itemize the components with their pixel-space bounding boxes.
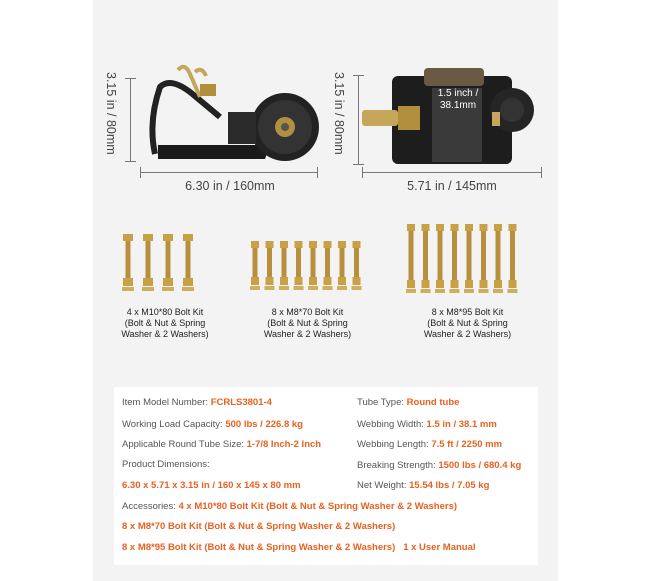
winch-mount-image <box>362 58 547 170</box>
bolt <box>337 241 347 290</box>
bolt-kit-m8x95-label: 8 x M8*95 Bolt Kit (Bolt & Nut & Spring Washer & 2 Washers) <box>423 307 512 339</box>
bolt <box>406 224 416 293</box>
bolt <box>421 224 431 293</box>
bolt-kit-m8x95-image <box>405 224 525 305</box>
right-height-label: 3.15 in / 80mm <box>332 72 346 155</box>
bolt <box>479 224 489 293</box>
spec-breaking: Breaking Strength: 1500 lbs / 680.4 kg <box>357 460 522 471</box>
spec-table <box>114 387 538 565</box>
webbing-width-tag <box>433 88 483 112</box>
spec-webbing-length: Webbing Length: 7.5 ft / 2250 mm <box>357 439 503 450</box>
bolt-kit-m8x70-image <box>249 241 369 302</box>
spec-tube-size: Applicable Round Tube Size: 1-7/8 Inch-2 Inch <box>122 439 322 450</box>
bolt <box>294 241 304 290</box>
bolt-kit-m8x70-label: 8 x M8*70 Bolt Kit (Bolt & Nut & Spring Washer & 2 Washers) <box>263 307 352 339</box>
webbing-tag-line1: 1.5 inch / <box>437 88 479 99</box>
right-width-label: 5.71 in / 145mm <box>407 179 497 193</box>
bolt <box>279 241 289 290</box>
spec-product-dims-value: 6.30 x 5.71 x 3.15 in / 160 x 145 x 80 mm <box>122 480 301 491</box>
left-width-label: 6.30 in / 160mm <box>185 179 275 193</box>
spec-accessory-3: 8 x M8*95 Bolt Kit (Bolt & Nut & Spring Washer & 2 Washers) 1 x User Manual <box>122 542 476 553</box>
bolt <box>308 241 318 290</box>
bolt <box>493 224 503 293</box>
bolt <box>323 241 333 290</box>
bolt <box>450 224 460 293</box>
bolt <box>265 241 275 290</box>
bolt <box>352 241 362 290</box>
bolt <box>142 234 154 291</box>
spec-load: Working Load Capacity: 500 lbs / 226.8 kg <box>122 419 303 430</box>
bolt <box>162 234 174 291</box>
webbing-tag-line2: 38.1mm <box>439 100 477 111</box>
bolt-kit-m10x80-label: 4 x M10*80 Bolt Kit (Bolt & Nut & Spring Washer & 2 Washers) <box>121 307 209 339</box>
bolt <box>122 234 134 291</box>
spec-accessory-2: 8 x M8*70 Bolt Kit (Bolt & Nut & Spring Washer & 2 Washers) <box>122 521 396 532</box>
strap-winch-image <box>140 62 330 172</box>
bolt-kit-m10x80-image <box>122 234 206 303</box>
bolt <box>508 224 518 293</box>
spec-tube-type: Tube Type: Round tube <box>357 397 460 408</box>
spec-net-weight: Net Weight: 15.54 lbs / 7.05 kg <box>357 480 490 491</box>
spec-webbing-width: Webbing Width: 1.5 in / 38.1 mm <box>357 419 497 430</box>
bolt <box>250 241 260 290</box>
left-height-label: 3.15 in / 80mm <box>104 72 118 155</box>
spec-product-dims-label: Product Dimensions: <box>122 459 210 470</box>
bolt <box>435 224 445 293</box>
bolt <box>182 234 194 291</box>
spec-model: Item Model Number: FCRLS3801-4 <box>122 397 272 408</box>
spec-accessories: Accessories: 4 x M10*80 Bolt Kit (Bolt & Nut & Spring Washer & 2 Washers) <box>122 501 458 512</box>
bolt <box>464 224 474 293</box>
